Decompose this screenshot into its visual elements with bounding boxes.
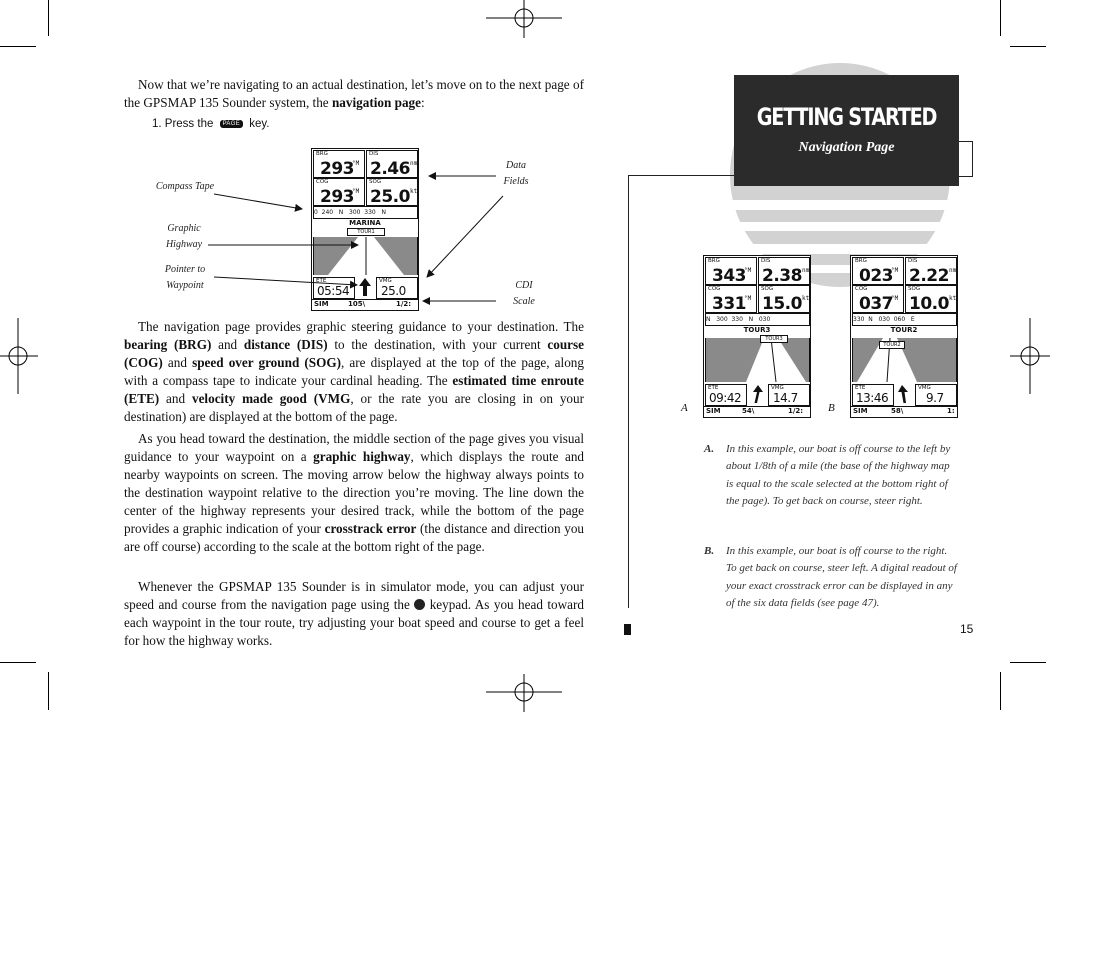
- callout-cdi-scale: CDI Scale: [513, 280, 535, 307]
- sog-field: SOG 15.0 kt: [758, 285, 810, 313]
- sog-field: SOG 25.0 kt: [366, 178, 418, 206]
- header-subtitle: Navigation Page: [798, 140, 895, 155]
- arrow-keypad-icon: [414, 599, 425, 610]
- caption-b: B. In this example, our boat is off course to the right. To get back on course, steer left. A digital readout of your exact crosstrack error can be displayed in any of the six data fields (see page 47).: [704, 545, 957, 610]
- cdi-bar: SIM 54\ 1/2:: [704, 406, 810, 417]
- dis-field: DIS 2.38 nm: [758, 257, 810, 285]
- cog-field: COG 331 °M: [705, 285, 757, 313]
- callout-pointer: Pointer to Waypoint: [164, 264, 206, 291]
- waypoint-sub: TOUR3: [760, 335, 788, 343]
- brg-field: BRG 293 °M: [313, 150, 365, 178]
- dis-field: DIS 2.46 nm: [366, 150, 418, 178]
- cdi-bar: SIM 105\ 1/2:: [312, 299, 418, 310]
- sog-field: SOG 10.0 kt: [905, 285, 957, 313]
- screen-letter-b: B: [828, 402, 835, 414]
- navigation-page-term: navigation page: [331, 95, 421, 110]
- caption-a: A. In this example, our boat is off course to the left by about 1/8th of a mile (the base of the highway map is equal to the scale selected at the bottom right of the page). To get back on course, steer right.: [704, 443, 951, 508]
- callout-graphic-highway: Graphic Highway: [165, 223, 203, 250]
- ete-field: ETE 09:42: [705, 384, 747, 406]
- compass-tape: 0 240 N 300 330 N: [313, 206, 418, 219]
- screen-letter-a: A: [681, 402, 688, 414]
- pointer-arrow-icon: [749, 384, 765, 404]
- callout-compass-tape: Compass Tape: [155, 181, 215, 192]
- callout-data-fields: Data Fields: [503, 160, 529, 187]
- ete-field: ETE 05:54: [313, 277, 355, 299]
- crop-mark: [48, 672, 49, 710]
- bracket-line-horizontal: [628, 175, 734, 176]
- crop-mark: [1000, 0, 1001, 36]
- registration-target-bottom: [486, 672, 562, 712]
- brg-field: BRG 343 °M: [705, 257, 757, 285]
- graphic-highway: [705, 338, 810, 382]
- gps-screen-b: [850, 255, 958, 418]
- gps-screen-a: [703, 255, 811, 418]
- pointer-arrow-icon: [896, 384, 912, 404]
- cog-field: COG 037 °M: [852, 285, 904, 313]
- waypoint-name: TOUR2: [890, 326, 918, 334]
- crop-mark: [1000, 672, 1001, 710]
- compass-tape: 330 N 030 060 E: [852, 313, 957, 326]
- vmg-field: VMG 9.7: [915, 384, 957, 406]
- waypoint-sub: TOUR2: [879, 341, 905, 349]
- crop-mark: [0, 662, 36, 663]
- vmg-field: VMG 25.0: [376, 277, 418, 299]
- tab-frame: [959, 141, 973, 177]
- cog-field: COG 293 °M: [313, 178, 365, 206]
- paragraph-navigation-page: The navigation page provides graphic steering guidance to your destination. The bearing (BRG) and distance (DIS) to the destination, with your current course (COG) and speed over ground (SOG), are displayed at the top of the page, along with a compass tape to indicate your cardinal heading. The estimated time enroute (ETE) and velocity made good (VMG, or the rate you are closing in on your destination) are displayed at the bottom of the page.: [124, 319, 585, 424]
- paragraph-simulator: Whenever the GPSMAP 135 Sounder is in simulator mode, you can adjust your speed and course from the navigation page using the keypad. As you head toward each waypoint in the tour route, try adjusting your boat speed and course to get a feel for how the highway works.: [124, 579, 584, 648]
- intro-paragraph: Now that we’re navigating to an actual destination, let’s move on to the next page of the GPSMAP 135 Sounder system, the navigation page:: [124, 77, 584, 110]
- page-number: 15: [960, 622, 974, 636]
- crop-mark: [1010, 662, 1046, 663]
- waypoint-name: TOUR3: [743, 326, 771, 334]
- waypoint-sub: TOUR1: [347, 228, 385, 236]
- cdi-bar: SIM 58\ 1:: [851, 406, 957, 417]
- page-key-icon: PAGE: [220, 120, 243, 128]
- registration-target-right: [1006, 318, 1050, 394]
- page-marker-square: [624, 624, 631, 635]
- crop-mark: [1010, 46, 1046, 47]
- step-instruction: 1. Press the PAGE key.: [152, 118, 270, 130]
- waypoint-name: MARINA: [349, 219, 381, 227]
- dis-field: DIS 2.22 nm: [905, 257, 957, 285]
- bracket-line-vertical: [628, 175, 629, 608]
- section-header: [734, 75, 959, 186]
- callout-leader-lines: [0, 0, 600, 330]
- brg-field: BRG 023 °M: [852, 257, 904, 285]
- header-title: GETTING STARTED: [756, 103, 937, 131]
- compass-tape: N 300 330 N 030: [705, 313, 810, 326]
- paragraph-graphic-highway: As you head toward the destination, the middle section of the page gives you visual guidance to your waypoint on a graphic highway, which displays the route and nearby waypoints on screen. The moving arrow below the highway always points to the destination waypoint relative to the direction you’re moving. The line down the center of the highway represents your desired track, while the bottom of the page provides a graphic indication of your crosstrack error (the distance and direction you are off course) according to the scale at the bottom right of the page.: [124, 431, 585, 554]
- vmg-field: VMG 14.7: [768, 384, 810, 406]
- ete-field: ETE 13:46: [852, 384, 894, 406]
- highway-drawing: [706, 338, 809, 382]
